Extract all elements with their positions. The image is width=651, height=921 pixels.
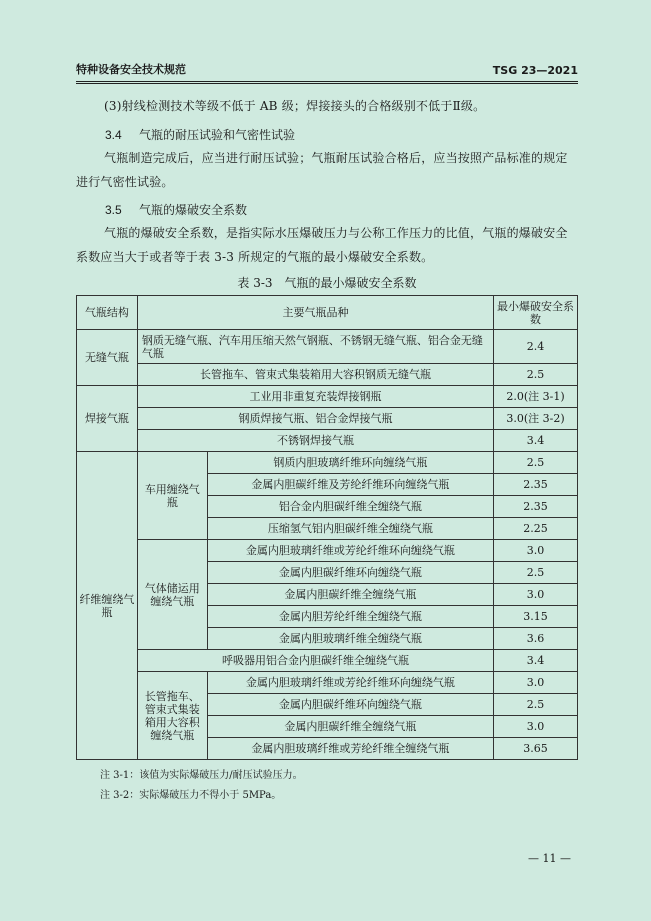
variety-cell: 金属内胆碳纤维环向缠绕气瓶 [207,562,493,584]
factor-cell: 2.35 [494,474,578,496]
page-number: — 11 — [528,852,571,865]
variety-cell: 金属内胆碳纤维全缠绕气瓶 [207,584,493,606]
subgroup-tube-trailer: 长管拖车、管束式集装箱用大容积缠绕气瓶 [137,672,207,760]
running-header [76,60,578,80]
factor-cell: 3.6 [494,628,578,650]
paragraph-pressure-test: 气瓶制造完成后，应当进行耐压试验；气瓶耐压试验合格后，应当按照产品标准的规定进行气密性试验。 [76,151,568,189]
paragraph-burst-factor: 气瓶的爆破安全系数，是指实际水压爆破压力与公称工作压力的比值，气瓶的爆破安全系数应当大于或者等于表 3-3 所规定的气瓶的最小爆破安全系数。 [76,226,568,264]
table-row [77,430,578,452]
factor-cell: 2.5 [494,562,578,584]
table-row [77,364,578,386]
header-code: TSG 23—2021 [492,64,578,77]
factor-cell: 2.25 [494,518,578,540]
table-row [77,330,578,364]
section-number: 3.5 [105,203,122,217]
header-structure: 气瓶结构 [77,296,138,330]
section-title: 气瓶的耐压试验和气密性试验 [139,128,296,142]
header-title: 特种设备安全技术规范 [76,63,186,76]
subgroup-transport: 气体储运用缠绕气瓶 [137,540,207,650]
factor-cell: 3.15 [494,606,578,628]
variety-cell: 钢质焊接气瓶、铝合金焊接气瓶 [137,408,493,430]
variety-cell: 钢质无缝气瓶、汽车用压缩天然气钢瓶、不锈钢无缝气瓶、铝合金无缝气瓶 [137,330,493,364]
table-note-1: 注 3-1：该值为实际爆破压力/耐压试验压力。 [100,770,303,781]
variety-cell: 呼吸器用铝合金内胆碳纤维全缠绕气瓶 [137,650,493,672]
table-caption: 表 3-3 气瓶的最小爆破安全系数 [237,276,417,290]
subgroup-vehicle: 车用缠绕气瓶 [137,452,207,540]
factor-cell: 3.0 [494,584,578,606]
factor-cell: 2.5 [494,364,578,386]
variety-cell: 金属内胆碳纤维全缠绕气瓶 [207,716,493,738]
table-row [77,540,578,562]
table-row [77,452,578,474]
variety-cell: 不锈钢焊接气瓶 [137,430,493,452]
factor-cell: 3.4 [494,650,578,672]
variety-cell: 铝合金内胆碳纤维全缠绕气瓶 [207,496,493,518]
paragraph-radiography: (3)射线检测技术等级不低于 AB 级；焊接接头的合格级别不低于Ⅱ级。 [104,99,486,113]
group-fiber: 纤维缠绕气瓶 [77,452,138,760]
factor-cell: 3.65 [494,738,578,760]
factor-cell: 3.0 [494,716,578,738]
table-row [77,408,578,430]
factor-cell: 2.5 [494,694,578,716]
variety-cell: 长管拖车、管束式集装箱用大容积钢质无缝气瓶 [137,364,493,386]
variety-cell: 金属内胆玻璃纤维或芳纶纤维环向缠绕气瓶 [207,672,493,694]
variety-cell: 金属内胆玻璃纤维全缠绕气瓶 [207,628,493,650]
section-number: 3.4 [105,128,122,142]
factor-cell: 2.4 [494,330,578,364]
factor-cell: 2.0(注 3-1) [494,386,578,408]
table-row [77,650,578,672]
variety-cell: 压缩氢气铝内胆碳纤维全缠绕气瓶 [207,518,493,540]
factor-cell: 3.4 [494,430,578,452]
header-factor: 最小爆破安全系数 [494,296,578,330]
variety-cell: 金属内胆碳纤维环向缠绕气瓶 [207,694,493,716]
group-welded: 焊接气瓶 [77,386,138,452]
table-row [77,386,578,408]
table-note-2: 注 3-2：实际爆破压力不得小于 5MPa。 [100,790,282,801]
section-heading-3-4 [105,125,295,145]
section-title: 气瓶的爆破安全系数 [139,203,248,217]
factor-cell: 3.0 [494,672,578,694]
variety-cell: 钢质内胆玻璃纤维环向缠绕气瓶 [207,452,493,474]
variety-cell: 金属内胆芳纶纤维全缠绕气瓶 [207,606,493,628]
factor-cell: 3.0(注 3-2) [494,408,578,430]
factor-cell: 2.5 [494,452,578,474]
variety-cell: 金属内胆玻璃纤维或芳纶纤维全缠绕气瓶 [207,738,493,760]
table-header-row [77,296,578,330]
variety-cell: 金属内胆碳纤维及芳纶纤维环向缠绕气瓶 [207,474,493,496]
group-seamless: 无缝气瓶 [77,330,138,386]
variety-cell: 工业用非重复充装焊接钢瓶 [137,386,493,408]
table-row [77,672,578,694]
variety-cell: 金属内胆玻璃纤维或芳纶纤维环向缠绕气瓶 [207,540,493,562]
section-heading-3-5 [105,200,247,220]
header-variety: 主要气瓶品种 [137,296,493,330]
header-rule-thin [76,83,578,84]
burst-factor-table [76,295,578,760]
factor-cell: 3.0 [494,540,578,562]
factor-cell: 2.35 [494,496,578,518]
